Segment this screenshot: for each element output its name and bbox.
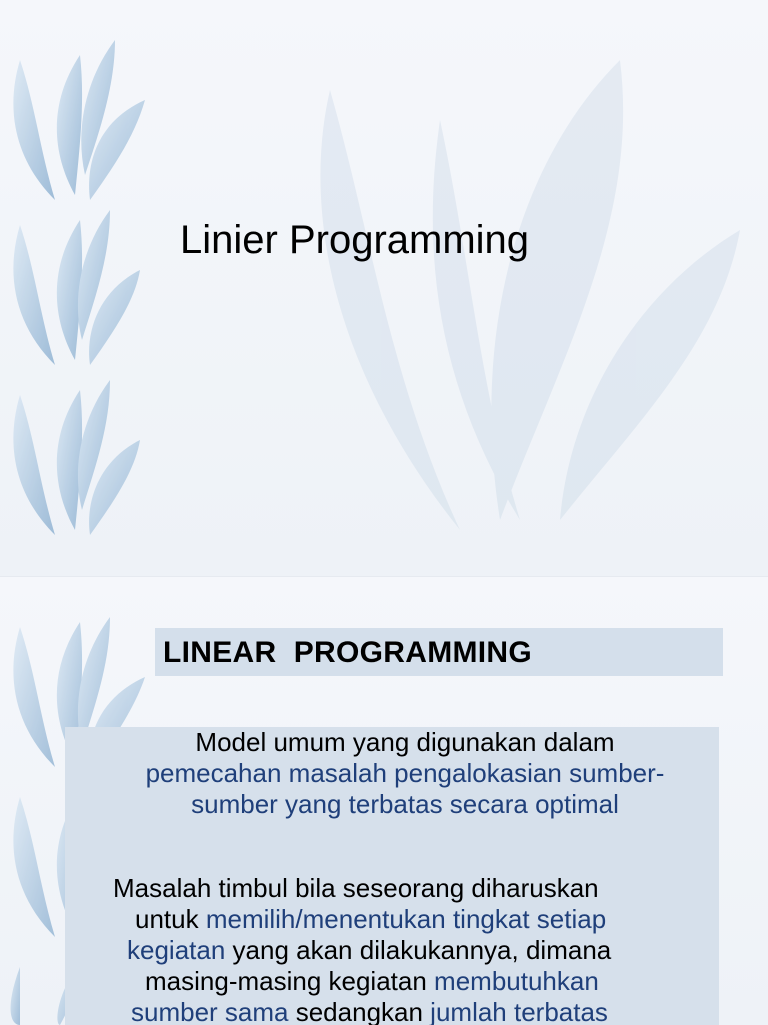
large-leaf-watermark [320, 60, 740, 530]
text-line: Masalah timbul bila seseorang diharuskan [113, 873, 599, 903]
text-line [105, 966, 705, 997]
highlighted-text-span: sumber sama [131, 997, 289, 1025]
body-text-box [65, 727, 719, 1025]
left-leaf-border [13, 40, 145, 535]
text-line [105, 904, 705, 935]
text-span: sedangkan [288, 997, 431, 1025]
slide-title-text: Linier Programming [180, 218, 530, 262]
text-span: untuk [135, 904, 206, 934]
highlighted-text-span: jumlah terbatas [430, 997, 608, 1025]
text-line [105, 935, 705, 966]
highlighted-text-line: sumber yang terbatas secara optimal [191, 789, 619, 819]
definition-paragraph [105, 727, 705, 820]
text-span: yang akan dilakukannya, dimana [225, 935, 612, 965]
text-line [105, 997, 705, 1025]
slide-content [0, 576, 768, 1025]
highlighted-text-line: pemecahan masalah pengalokasian sumber- [145, 758, 665, 788]
text-span: masing-masing kegiatan [145, 966, 435, 996]
problem-paragraph [105, 873, 705, 1025]
highlighted-text-span: memilih/menentukan tingkat setiap [205, 904, 607, 934]
heading-box [155, 628, 723, 676]
slide-heading: LINEAR PROGRAMMING [163, 636, 533, 669]
text-line: Model umum yang digunakan dalam [195, 727, 615, 757]
highlighted-text-span: kegiatan [127, 935, 226, 965]
highlighted-text-span: membutuhkan [434, 966, 599, 996]
